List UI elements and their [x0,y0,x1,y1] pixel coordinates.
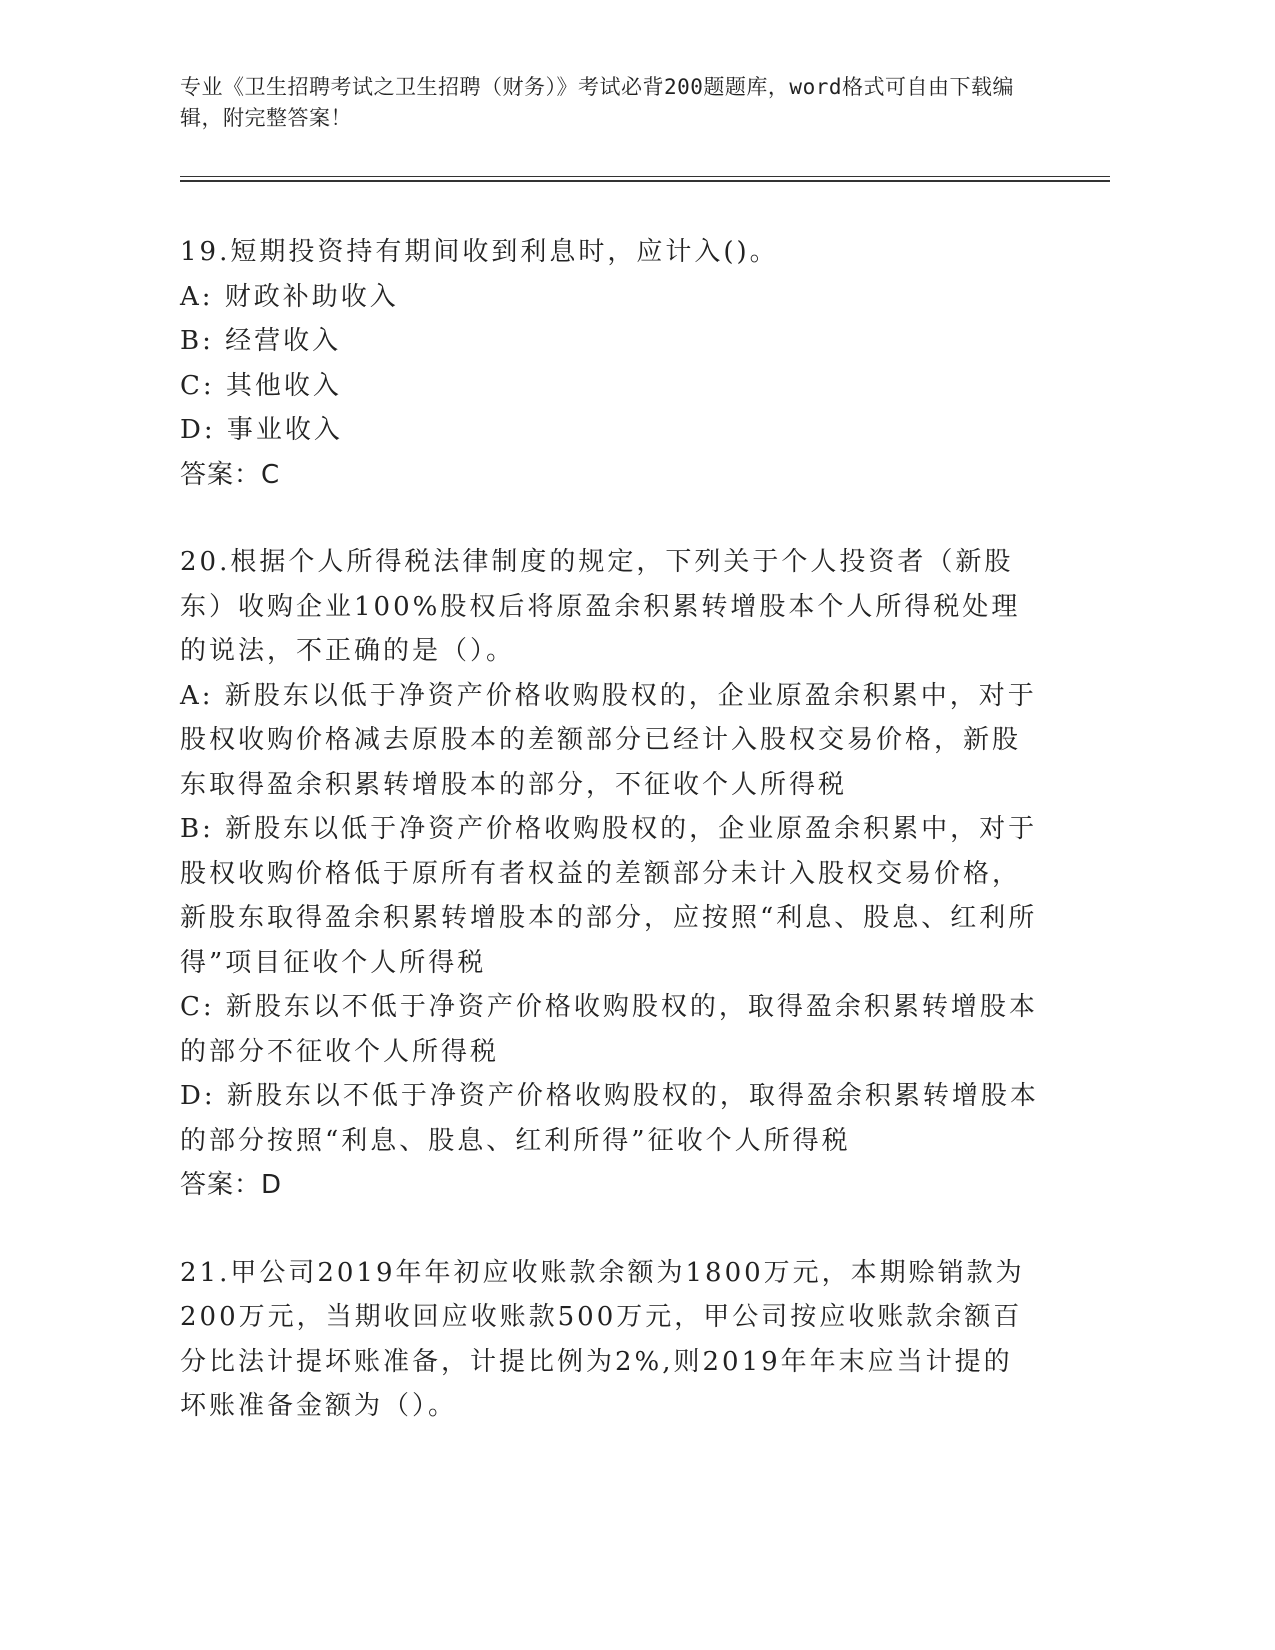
option-a: A: 新股东以低于净资产价格收购股权的，企业原盈余积累中，对于股权收购价格减去原股本的差额部分已经计入股权交易价格，新股东取得盈余积累转增股本的部分，不征收个人所得税 [180,680,1037,800]
option-c: C: 其他收入 [180,370,342,401]
option-d: D: 新股东以不低于净资产价格收购股权的，取得盈余积累转增股本的部分按照“利息、股息、红利所得”征收个人所得税 [180,1081,1039,1156]
answer-text: 答案：C [180,459,281,490]
document-header: 专业《卫生招聘考试之卫生招聘（财务）》考试必背200题题库，word格式可自由下载编辑，附完整答案！ [180,75,1014,130]
option-b: B: 经营收入 [180,326,342,356]
question-19 [180,230,1040,497]
option-c: C: 新股东以不低于净资产价格收购股权的，取得盈余积累转增股本的部分不征收个人所得税 [180,992,1038,1067]
question-stem: 20.根据个人所得税法律制度的规定，下列关于个人投资者（新股东）收购企业100%股权后将原盈余积累转增股本个人所得税处理的说法，不正确的是（）。 [180,547,1021,666]
question-stem: 19.短期投资持有期间收到利息时，应计入()。 [180,237,779,267]
question-21 [180,1251,1040,1429]
option-d: D: 事业收入 [180,415,343,445]
question-20 [180,540,1040,1208]
option-a: A: 财政补助收入 [180,281,399,312]
question-list [180,230,1040,1472]
header-divider [180,176,1110,182]
answer-text: 答案：D [180,1170,283,1200]
question-stem: 21.甲公司2019年年初应收账款余额为1800万元，本期赊销款为200万元，当期收回应收账款500万元，甲公司按应收账款余额百分比法计提坏账准备，计提比例为2%,则2019年年末应当计提的坏账准备金额为（）。 [180,1257,1025,1421]
option-b: B: 新股东以低于净资产价格收购股权的，企业原盈余积累中，对于股权收购价格低于原所有者权益的差额部分未计入股权交易价格，新股东取得盈余积累转增股本的部分，应按照“利息、股息、红利所得”项目征收个人所得税 [180,814,1038,978]
